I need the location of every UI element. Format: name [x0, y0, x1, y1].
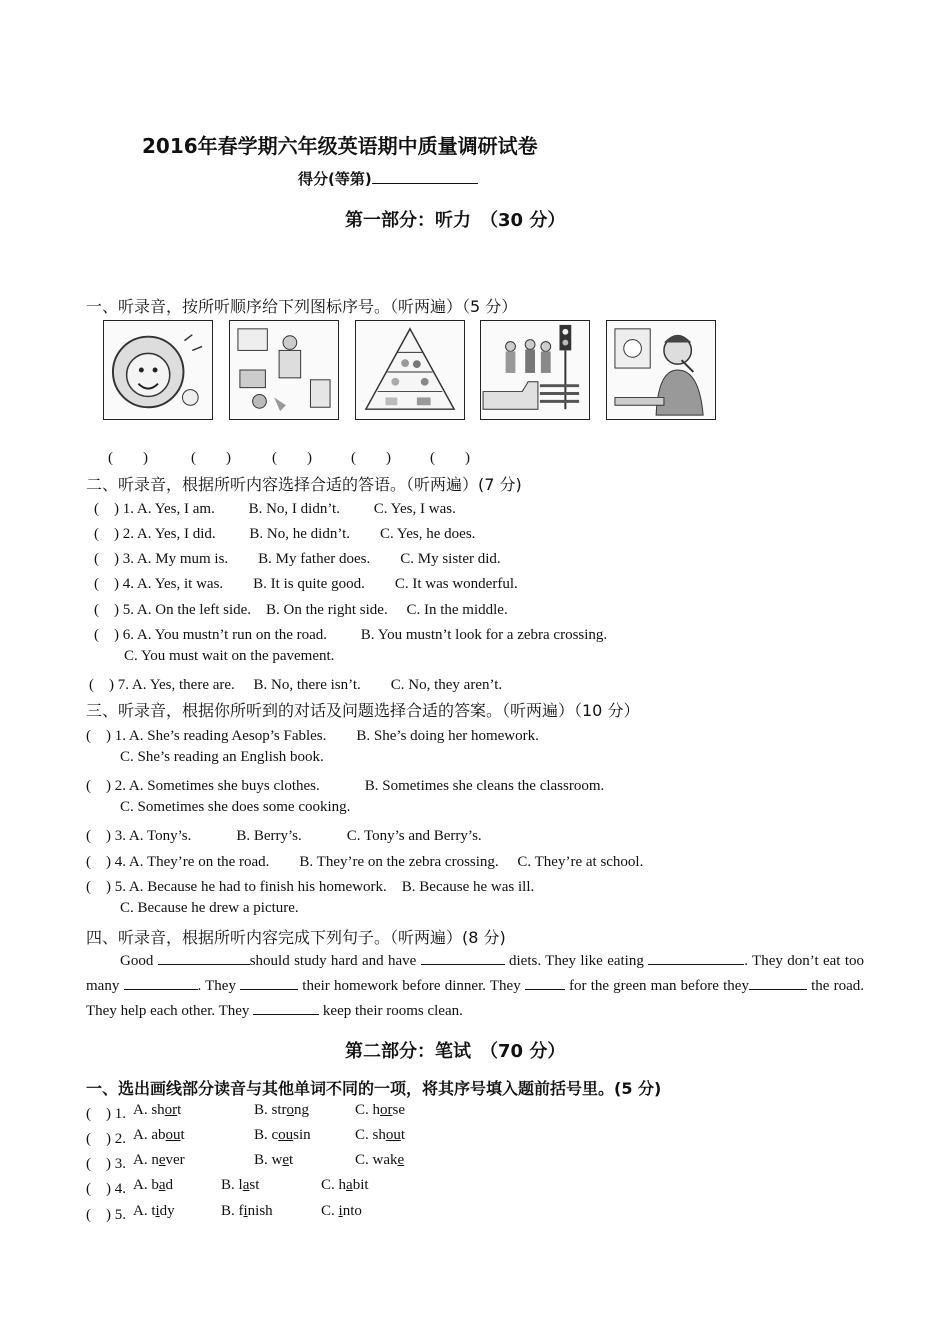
s2-option: C. You must wait on the pavement.	[124, 648, 335, 664]
fill-blank[interactable]	[253, 1000, 319, 1015]
w1-question: ( ) 5. A. tidy B. finish C. into	[86, 1203, 362, 1223]
fill-blank[interactable]	[648, 950, 744, 965]
fill-blank[interactable]	[421, 950, 505, 965]
boy-icon	[607, 321, 715, 419]
messy-room-picture	[229, 320, 339, 420]
s2-question: ( ) 6. A. You mustn’t run on the road. B. You mustn’t look for a zebra crossing.	[94, 627, 608, 643]
fill-blank[interactable]	[158, 950, 250, 965]
lion-icon	[104, 321, 212, 419]
score-line	[298, 168, 478, 189]
brushing-teeth-picture	[606, 320, 716, 420]
s2-question: ( ) 5. A. On the left side. B. On the right side. C. In the middle.	[94, 602, 508, 618]
s1-heading: 一、听录音，按所听顺序给下列图标序号。（听两遍）（5 分）	[86, 297, 518, 316]
option-c: C. habit	[321, 1177, 369, 1193]
s3-heading: 三、听录音，根据你所听到的对话及问题选择合适的答案。（听两遍）（10 分）	[86, 701, 640, 720]
s2-question: ( ) 3. A. My mum is. B. My father does. C. My sister did.	[94, 551, 501, 567]
food-pyramid-picture	[355, 320, 465, 420]
s2-question: ( ) 1. A. Yes, I am. B. No, I didn’t. C. Yes, I was.	[94, 501, 456, 517]
s3-question: ( ) 4. A. They’re on the road. B. They’re on the zebra crossing. C. They’re at school.	[86, 854, 644, 870]
zebra-crossing-picture	[480, 320, 590, 420]
w1-question: ( ) 1. A. short B. strong C. horse	[86, 1102, 406, 1122]
s2-question: ( ) 7. A. Yes, there are. B. No, there isn’t. C. No, they aren’t.	[89, 677, 503, 693]
room-icon	[230, 321, 338, 419]
s4-passage: Good should study hard and have diets. They like eating . They don’t eat too many . They their homework before dinner. They for the green man before they the road. They help each other. They keep their rooms clean.	[86, 949, 864, 1024]
s3-option: C. She’s reading an English book.	[120, 749, 324, 765]
s4-heading: 四、听录音，根据所听内容完成下列句子。（听两遍）(8 分)	[86, 928, 506, 947]
option-a: A. short	[133, 1102, 182, 1118]
exam-title: 2016年春学期六年级英语期中质量调研试卷	[142, 134, 538, 158]
fill-blank[interactable]	[124, 975, 198, 990]
option-a: A. about	[133, 1127, 185, 1143]
lion-picture	[103, 320, 213, 420]
answer-bracket[interactable]: ( )	[191, 450, 231, 466]
s2-question: ( ) 2. A. Yes, I did. B. No, he didn’t. C. Yes, he does.	[94, 526, 476, 542]
option-b: B. cousin	[254, 1127, 311, 1143]
option-a: A. never	[133, 1152, 185, 1168]
option-c: C. horse	[355, 1102, 406, 1118]
crossing-icon	[481, 321, 589, 419]
s3-option: C. Sometimes she does some cooking.	[120, 799, 351, 815]
s3-question: ( ) 5. A. Because he had to finish his homework. B. Because he was ill.	[86, 879, 535, 895]
part1-heading: 第一部分：听力 （30 分）	[345, 210, 566, 231]
s3-question: ( ) 3. A. Tony’s. B. Berry’s. C. Tony’s and Berry’s.	[86, 828, 482, 844]
part2-heading: 第二部分：笔试 （70 分）	[345, 1041, 566, 1062]
option-c: C. into	[321, 1203, 362, 1219]
s2-heading: 二、听录音，根据所听内容选择合适的答语。（听两遍）(7 分)	[86, 475, 522, 494]
w1-question: ( ) 3. A. never B. wet C. wake	[86, 1152, 405, 1172]
option-b: B. last	[221, 1177, 260, 1193]
option-c: C. shout	[355, 1127, 406, 1143]
option-b: B. strong	[254, 1102, 310, 1118]
w1-question: ( ) 2. A. about B. cousin C. shout	[86, 1127, 406, 1147]
fill-blank[interactable]	[240, 975, 298, 990]
score-blank[interactable]	[372, 169, 478, 184]
option-a: A. tidy	[133, 1203, 175, 1219]
w1-question: ( ) 4. A. bad B. last C. habit	[86, 1177, 369, 1197]
w1-heading: 一、选出画线部分读音与其他单词不同的一项，将其序号填入题前括号里。(5 分)	[86, 1079, 662, 1098]
fill-blank[interactable]	[525, 975, 565, 990]
answer-bracket[interactable]: ( )	[430, 450, 470, 466]
option-b: B. finish	[221, 1203, 273, 1219]
s2-question: ( ) 4. A. Yes, it was. B. It is quite good. C. It was wonderful.	[94, 576, 518, 592]
s3-question: ( ) 2. A. Sometimes she buys clothes. B. Sometimes she cleans the classroom.	[86, 778, 605, 794]
score-label: 得分(等第)	[298, 170, 372, 188]
s3-question: ( ) 1. A. She’s reading Aesop’s Fables. B. She’s doing her homework.	[86, 728, 539, 744]
pyramid-icon	[356, 321, 464, 419]
answer-bracket[interactable]: ( )	[272, 450, 312, 466]
answer-bracket[interactable]: ( )	[351, 450, 391, 466]
option-b: B. wet	[254, 1152, 294, 1168]
s3-option: C. Because he drew a picture.	[120, 900, 299, 916]
answer-bracket[interactable]: ( )	[108, 450, 148, 466]
fill-blank[interactable]	[749, 975, 807, 990]
option-a: A. bad	[133, 1177, 174, 1193]
option-c: C. wake	[355, 1152, 405, 1168]
